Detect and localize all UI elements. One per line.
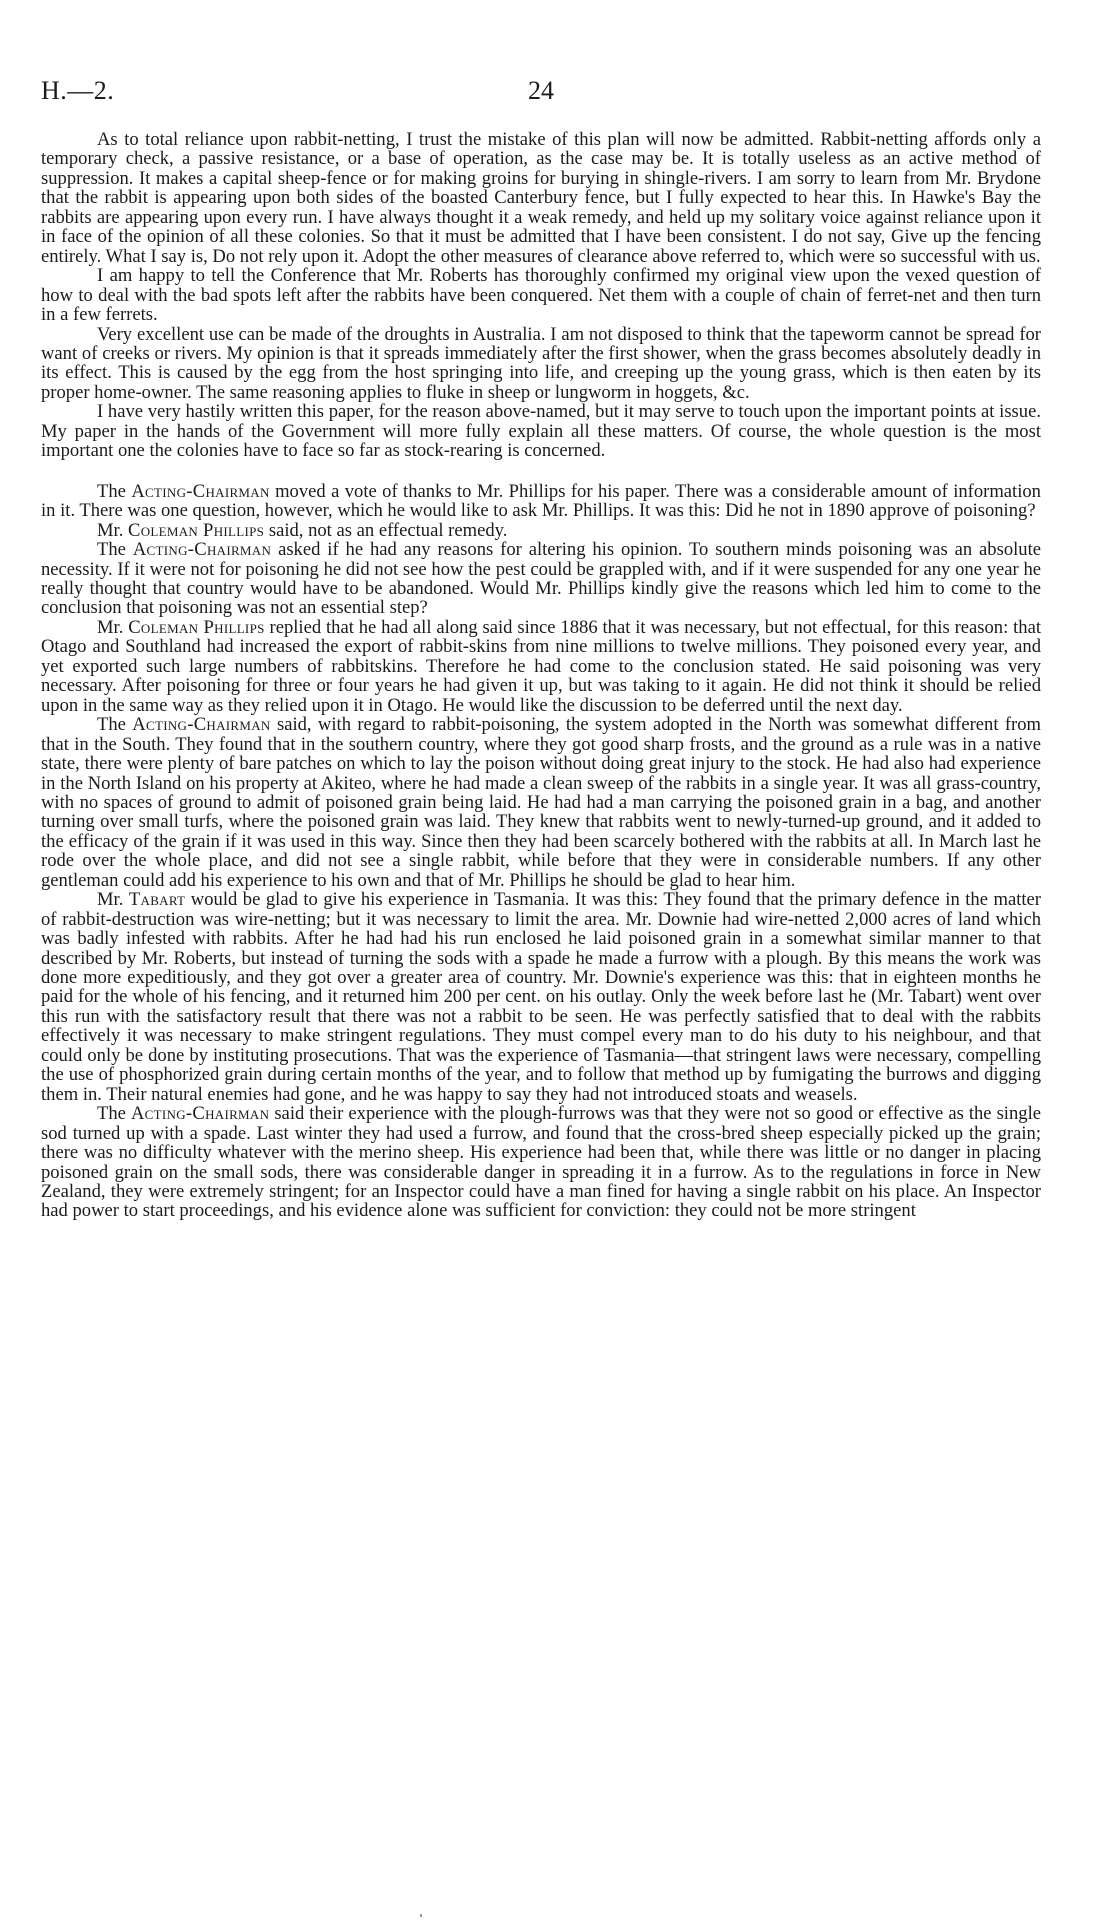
paragraph-text: Mr.	[97, 889, 129, 911]
paragraph-text: The	[97, 480, 132, 502]
document-identifier: H.—2.	[41, 76, 115, 105]
paragraph	[41, 402, 1041, 460]
paragraph-text: As to total reliance upon rabbit-netting, I trust the mistake of this plan will now be admitted. Rabbit-netting affords only a temporary check, a passive resistance, or a base of operation, as the case may be. It is totally useless as an active method of suppression. It makes a capital sheep-fence or for making groins for burying in shingle-rivers. I am sorry to learn from Mr. Brydone that the rabbit is appearing upon both sides of the boasted Canterbury fence, but I fully expected to hear this. In Hawke's Bay the rabbits are appearing upon every run. I have always thought it a weak remedy, and held up my solitary voice against reliance upon it in face of the opinion of all these colonies. So that it must be admitted that I have been consistent. I do not say, Give up the fencing entirely. What I say is, Do not rely upon it. Adopt the other measures of clearance above referred to, which were so successful with us.	[41, 129, 1041, 267]
speaker-name: Tabart	[128, 889, 186, 911]
paragraph-text: The	[97, 1103, 131, 1125]
paragraph-text: asked if he had any reasons for altering his opinion. To southern minds poisoning was an absolute necessity. If it were not for poisoning he did not see how the pest could be grappled with, and if it were suspended for any one year he really thought that country would have to be abandoned. Would Mr. Phillips kindly give the reasons which led him to come to the conclusion that poisoning was not an essential step?	[41, 539, 1041, 619]
speaker-name: Acting-Chairman	[132, 539, 272, 561]
paragraph	[41, 890, 1041, 1104]
paragraph-text: I have very hastily written this paper, for the reason above-named, but it may serve to touch upon the important points at issue. My paper in the hands of the Government will more fully explain all these matters. Of course, the whole question is the most important one the colonies have to face so far as stock-rearing is concerned.	[41, 401, 1041, 462]
paragraph-text: The	[97, 714, 133, 736]
speaker-name: Acting-Chairman	[131, 480, 270, 502]
speaker-name: Acting-Chairman	[130, 1103, 270, 1125]
paragraph	[41, 618, 1041, 715]
page-header	[41, 76, 1041, 106]
paragraph	[41, 130, 1041, 266]
paragraph	[41, 521, 1041, 540]
paragraph-text: moved a vote of thanks to Mr. Phillips for his paper. There was a considerable amount of information in it. There was one question, however, which he would like to ask Mr. Phillips. It was this: Did he not in 1890 approve of poisoning?	[41, 480, 1041, 522]
paragraph-text: Mr.	[97, 616, 129, 638]
paragraph-text: Mr.	[97, 519, 128, 541]
paragraph-text: said their experience with the plough-furrows was that they were not so good or effective as the single sod turned up with a spade. Last winter they had used a furrow, and found that the cross-bred sheep especially picked up the grain; there was no difficulty whatever with the merino sheep. His experience had been that, while there was little or no danger in placing poisoned grain on the small sods, there was considerable danger in spreading it in a furrow. As to the regulations in force in New Zealand, they were extremely stringent; for an Inspector could have a man fined for having a single rabbit on his place. An Inspector had power to start proceedings, and his evidence alone was sufficient for conviction: they could not be more stringent	[41, 1103, 1041, 1222]
paragraph-text: said, with regard to rabbit-poisoning, the system adopted in the North was somewhat different from that in the South. They found that in the southern country, where they got good sharp frosts, and the ground as a rule was in a native state, there were plenty of bare patches on which to lay the poison without doing great injury to the stock. He had also had experience in the North Island on his property at Akiteo, where he had made a clean sweep of the rabbits in a single year. It was all grass-country, with no spaces of ground to admit of poisoned grain being laid. He had had a man carrying the poisoned grain in a bag, and another turning over small turfs, where the poisoned grain was laid. They knew that rabbits went to newly-turned-up ground, and it added to the efficacy of the grain if it was used in this way. Since then they had been scarcely bothered with the rabbits at all. In March last he rode over the whole place, and did not see a single rabbit, while before that they were in considerable numbers. If any other gentleman could add his experience to his own and that of Mr. Phillips he should be glad to hear him.	[41, 714, 1041, 891]
page-number: 24	[528, 76, 554, 105]
paragraph	[41, 1104, 1041, 1221]
paragraph	[41, 325, 1041, 403]
speaker-name: Acting-Chairman	[132, 714, 271, 736]
paragraph-text: The	[97, 539, 133, 561]
body-text	[41, 130, 1041, 1221]
print-speck	[420, 1914, 422, 1917]
paragraph	[41, 715, 1041, 890]
paragraph-text: said, not as an effectual remedy.	[264, 519, 508, 541]
paragraph	[41, 540, 1041, 618]
paragraph	[41, 482, 1041, 521]
paragraph-text: I am happy to tell the Conference that Mr. Roberts has thoroughly confirmed my original view upon the vexed question of how to deal with the bad spots left after the rabbits have been conquered. Net them with a couple of chain of ferret-net and then turn in a few ferrets.	[41, 265, 1041, 326]
paragraph-text: would be glad to give his experience in Tasmania. It was this: They found that the primary defence in the matter of rabbit-destruction was wire-netting; but it was necessary to limit the area. Mr. Downie had wire-netted 2,000 acres of land which was badly infested with rabbits. After he had had his run enclosed he laid poisoned grain in a somewhat similar manner to that described by Mr. Roberts, but instead of turning the sods with a spade he made a furrow with a plough. By this means the work was done more expeditiously, and they got over a greater area of country. Mr. Downie's experience was this: that in eighteen months he paid for the whole of his fencing, and it returned him 200 per cent. on his outlay. Only the week before last he (Mr. Tabart) went over this run with the satisfactory result that there was not a rabbit to be seen. He was perfectly satisfied that to deal with the rabbits effectively it was necessary to make stringent regulations. They must compel every man to do his duty to his neighbour, and that could only be done by instituting prosecutions. That was the experience of Tasmania—that stringent laws were necessary, compelling the use of phosphorized grain during certain months of the year, and to follow that method up by fumigating the burrows and digging them in. Their natural enemies had gone, and he was happy to say they had not introduced stoats and weasels.	[41, 889, 1041, 1105]
paragraph	[41, 266, 1041, 324]
paragraph-text: replied that he had all along said since 1886 that it was necessary, but not effectual, for this reason: that Otago and Southland had increased the export of rabbit-skins from nine millions to twelve millions. They poisoned every year, and yet exported such large numbers of rabbitskins. Therefore he had come to the conclusion stated. He said poisoning was very necessary. After poisoning for three or four years he had given it up, but was taking to it again. He did not think it should be relied upon in the same way as they relied upon it in Otago. He would like the discussion to be deferred until the next day.	[41, 616, 1042, 716]
paragraph-text: Very excellent use can be made of the droughts in Australia. I am not disposed to think that the tapeworm cannot be spread for want of creeks or rivers. My opinion is that it spreads immediately after the first shower, when the grass becomes absolutely deadly in its effect. This is caused by the egg from the host springing into life, and creeping up the young grass, which is then eaten by its proper home-owner. The same reasoning applies to fluke in sheep or lungworm in hoggets, &c.	[41, 323, 1041, 403]
speaker-name: Coleman Phillips	[128, 519, 265, 541]
speaker-name: Coleman Phillips	[128, 616, 265, 638]
